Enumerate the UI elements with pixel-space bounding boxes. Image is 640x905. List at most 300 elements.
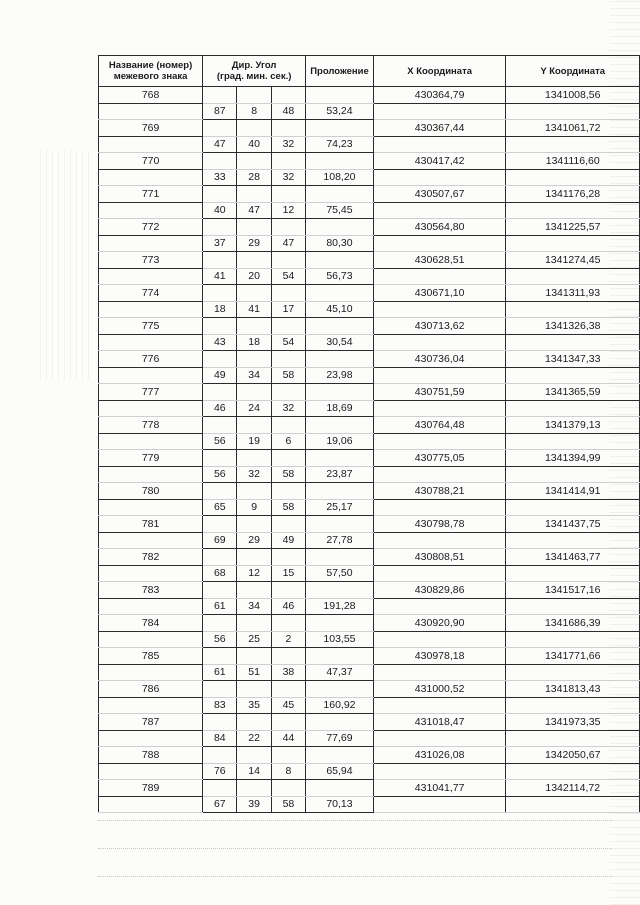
angle-seconds: 8 bbox=[271, 763, 305, 780]
segment-row bbox=[99, 763, 640, 780]
x-coordinate: 430507,67 bbox=[373, 186, 506, 203]
empty-cell bbox=[237, 516, 271, 533]
y-coordinate: 1341686,39 bbox=[506, 615, 640, 632]
empty-cell bbox=[271, 747, 305, 764]
empty-cell bbox=[306, 186, 374, 203]
empty-cell bbox=[237, 417, 271, 434]
empty-cell bbox=[99, 466, 203, 483]
empty-cell bbox=[506, 631, 640, 648]
point-name: 768 bbox=[99, 87, 203, 104]
point-name: 783 bbox=[99, 582, 203, 599]
angle-seconds: 58 bbox=[271, 367, 305, 384]
empty-cell bbox=[271, 714, 305, 731]
point-name: 777 bbox=[99, 384, 203, 401]
empty-cell bbox=[373, 169, 506, 186]
point-name: 781 bbox=[99, 516, 203, 533]
y-coordinate: 1342114,72 bbox=[506, 780, 640, 797]
faded-row bbox=[98, 876, 612, 905]
angle-degrees: 56 bbox=[203, 433, 237, 450]
segment-row bbox=[99, 730, 640, 747]
segment-length: 19,06 bbox=[306, 433, 374, 450]
empty-cell bbox=[373, 730, 506, 747]
empty-cell bbox=[237, 87, 271, 104]
angle-degrees: 83 bbox=[203, 697, 237, 714]
empty-cell bbox=[203, 582, 237, 599]
y-coordinate: 1341437,75 bbox=[506, 516, 640, 533]
empty-cell bbox=[237, 747, 271, 764]
angle-minutes: 18 bbox=[237, 334, 271, 351]
angle-minutes: 8 bbox=[237, 103, 271, 120]
angle-minutes: 24 bbox=[237, 400, 271, 417]
empty-cell bbox=[506, 202, 640, 219]
empty-cell bbox=[373, 433, 506, 450]
angle-seconds: 12 bbox=[271, 202, 305, 219]
header-angle bbox=[203, 56, 306, 87]
x-coordinate: 430671,10 bbox=[373, 285, 506, 302]
empty-cell bbox=[271, 450, 305, 467]
segment-length: 56,73 bbox=[306, 268, 374, 285]
empty-cell bbox=[373, 631, 506, 648]
empty-cell bbox=[237, 714, 271, 731]
angle-minutes: 39 bbox=[237, 796, 271, 813]
point-row bbox=[99, 549, 640, 566]
empty-cell bbox=[506, 697, 640, 714]
empty-cell bbox=[203, 681, 237, 698]
empty-cell bbox=[306, 648, 374, 665]
angle-minutes: 20 bbox=[237, 268, 271, 285]
segment-length: 70,13 bbox=[306, 796, 374, 813]
y-coordinate: 1342050,67 bbox=[506, 747, 640, 764]
empty-cell bbox=[506, 796, 640, 813]
segment-row bbox=[99, 136, 640, 153]
empty-cell bbox=[373, 400, 506, 417]
segment-length: 74,23 bbox=[306, 136, 374, 153]
empty-cell bbox=[271, 87, 305, 104]
y-coordinate: 1341517,16 bbox=[506, 582, 640, 599]
angle-seconds: 45 bbox=[271, 697, 305, 714]
angle-minutes: 40 bbox=[237, 136, 271, 153]
y-coordinate: 1341008,56 bbox=[506, 87, 640, 104]
angle-degrees: 33 bbox=[203, 169, 237, 186]
empty-cell bbox=[237, 153, 271, 170]
empty-cell bbox=[99, 499, 203, 516]
point-row bbox=[99, 351, 640, 368]
angle-degrees: 56 bbox=[203, 466, 237, 483]
empty-cell bbox=[99, 301, 203, 318]
angle-minutes: 47 bbox=[237, 202, 271, 219]
point-row bbox=[99, 186, 640, 203]
empty-cell bbox=[203, 648, 237, 665]
angle-seconds: 15 bbox=[271, 565, 305, 582]
empty-cell bbox=[203, 219, 237, 236]
y-coordinate: 1341394,99 bbox=[506, 450, 640, 467]
y-coordinate: 1341414,91 bbox=[506, 483, 640, 500]
empty-cell bbox=[306, 483, 374, 500]
angle-minutes: 34 bbox=[237, 367, 271, 384]
angle-seconds: 58 bbox=[271, 499, 305, 516]
empty-cell bbox=[506, 565, 640, 582]
empty-cell bbox=[373, 235, 506, 252]
empty-cell bbox=[306, 285, 374, 302]
empty-cell bbox=[271, 780, 305, 797]
empty-cell bbox=[237, 252, 271, 269]
empty-cell bbox=[271, 549, 305, 566]
empty-cell bbox=[271, 417, 305, 434]
empty-cell bbox=[203, 87, 237, 104]
empty-cell bbox=[271, 384, 305, 401]
empty-cell bbox=[506, 334, 640, 351]
point-row bbox=[99, 219, 640, 236]
empty-cell bbox=[99, 697, 203, 714]
angle-minutes: 14 bbox=[237, 763, 271, 780]
empty-cell bbox=[306, 714, 374, 731]
angle-seconds: 58 bbox=[271, 466, 305, 483]
empty-cell bbox=[203, 747, 237, 764]
segment-row bbox=[99, 235, 640, 252]
empty-cell bbox=[203, 450, 237, 467]
segment-row bbox=[99, 433, 640, 450]
segment-row bbox=[99, 532, 640, 549]
empty-cell bbox=[506, 499, 640, 516]
angle-seconds: 58 bbox=[271, 796, 305, 813]
empty-cell bbox=[203, 780, 237, 797]
angle-minutes: 41 bbox=[237, 301, 271, 318]
angle-minutes: 35 bbox=[237, 697, 271, 714]
point-name: 769 bbox=[99, 120, 203, 137]
point-row bbox=[99, 285, 640, 302]
x-coordinate: 430808,51 bbox=[373, 549, 506, 566]
point-name: 773 bbox=[99, 252, 203, 269]
y-coordinate: 1341311,93 bbox=[506, 285, 640, 302]
faded-row bbox=[98, 820, 612, 849]
point-name: 776 bbox=[99, 351, 203, 368]
x-coordinate: 430417,42 bbox=[373, 153, 506, 170]
angle-degrees: 61 bbox=[203, 598, 237, 615]
empty-cell bbox=[373, 565, 506, 582]
header-x: X Координата bbox=[373, 56, 506, 87]
empty-cell bbox=[203, 714, 237, 731]
empty-cell bbox=[99, 400, 203, 417]
empty-cell bbox=[271, 582, 305, 599]
point-name: 779 bbox=[99, 450, 203, 467]
angle-minutes: 51 bbox=[237, 664, 271, 681]
angle-minutes: 19 bbox=[237, 433, 271, 450]
empty-cell bbox=[373, 499, 506, 516]
y-coordinate: 1341463,77 bbox=[506, 549, 640, 566]
point-name: 788 bbox=[99, 747, 203, 764]
point-row bbox=[99, 417, 640, 434]
empty-cell bbox=[99, 730, 203, 747]
angle-degrees: 84 bbox=[203, 730, 237, 747]
angle-degrees: 61 bbox=[203, 664, 237, 681]
empty-cell bbox=[99, 664, 203, 681]
empty-cell bbox=[99, 796, 203, 813]
x-coordinate: 430736,04 bbox=[373, 351, 506, 368]
empty-cell bbox=[237, 483, 271, 500]
angle-minutes: 25 bbox=[237, 631, 271, 648]
angle-minutes: 29 bbox=[237, 532, 271, 549]
faded-scan-continuation bbox=[98, 820, 612, 905]
y-coordinate: 1341379,13 bbox=[506, 417, 640, 434]
empty-cell bbox=[306, 351, 374, 368]
angle-seconds: 54 bbox=[271, 334, 305, 351]
angle-seconds: 32 bbox=[271, 169, 305, 186]
x-coordinate: 430713,62 bbox=[373, 318, 506, 335]
point-name: 771 bbox=[99, 186, 203, 203]
empty-cell bbox=[203, 483, 237, 500]
segment-row bbox=[99, 664, 640, 681]
empty-cell bbox=[373, 697, 506, 714]
empty-cell bbox=[271, 516, 305, 533]
segment-row bbox=[99, 697, 640, 714]
angle-degrees: 47 bbox=[203, 136, 237, 153]
empty-cell bbox=[306, 780, 374, 797]
segment-row bbox=[99, 631, 640, 648]
empty-cell bbox=[306, 120, 374, 137]
empty-cell bbox=[271, 681, 305, 698]
empty-cell bbox=[203, 516, 237, 533]
angle-seconds: 32 bbox=[271, 400, 305, 417]
angle-degrees: 67 bbox=[203, 796, 237, 813]
segment-length: 30,54 bbox=[306, 334, 374, 351]
empty-cell bbox=[506, 763, 640, 780]
segment-length: 45,10 bbox=[306, 301, 374, 318]
angle-seconds: 17 bbox=[271, 301, 305, 318]
angle-minutes: 28 bbox=[237, 169, 271, 186]
empty-cell bbox=[271, 483, 305, 500]
segment-row bbox=[99, 400, 640, 417]
empty-cell bbox=[373, 301, 506, 318]
empty-cell bbox=[99, 103, 203, 120]
angle-degrees: 69 bbox=[203, 532, 237, 549]
empty-cell bbox=[506, 598, 640, 615]
x-coordinate: 430364,79 bbox=[373, 87, 506, 104]
empty-cell bbox=[373, 796, 506, 813]
empty-cell bbox=[506, 400, 640, 417]
segment-length: 160,92 bbox=[306, 697, 374, 714]
y-coordinate: 1341116,60 bbox=[506, 153, 640, 170]
empty-cell bbox=[99, 598, 203, 615]
point-name: 784 bbox=[99, 615, 203, 632]
segment-row bbox=[99, 367, 640, 384]
empty-cell bbox=[203, 285, 237, 302]
empty-cell bbox=[99, 268, 203, 285]
empty-cell bbox=[237, 186, 271, 203]
empty-cell bbox=[237, 219, 271, 236]
empty-cell bbox=[237, 780, 271, 797]
x-coordinate: 430978,18 bbox=[373, 648, 506, 665]
point-name: 775 bbox=[99, 318, 203, 335]
angle-minutes: 29 bbox=[237, 235, 271, 252]
x-coordinate: 430829,86 bbox=[373, 582, 506, 599]
empty-cell bbox=[271, 120, 305, 137]
empty-cell bbox=[506, 730, 640, 747]
empty-cell bbox=[373, 763, 506, 780]
scan-noise bbox=[40, 150, 90, 380]
segment-row bbox=[99, 565, 640, 582]
empty-cell bbox=[99, 169, 203, 186]
empty-cell bbox=[99, 235, 203, 252]
point-name: 774 bbox=[99, 285, 203, 302]
x-coordinate: 430798,78 bbox=[373, 516, 506, 533]
segment-row bbox=[99, 202, 640, 219]
empty-cell bbox=[271, 615, 305, 632]
empty-cell bbox=[506, 103, 640, 120]
angle-seconds: 46 bbox=[271, 598, 305, 615]
empty-cell bbox=[306, 384, 374, 401]
x-coordinate: 430775,05 bbox=[373, 450, 506, 467]
empty-cell bbox=[237, 318, 271, 335]
empty-cell bbox=[506, 367, 640, 384]
header-name: Название (номер) межевого знака bbox=[99, 56, 203, 87]
y-coordinate: 1341225,57 bbox=[506, 219, 640, 236]
segment-row bbox=[99, 796, 640, 813]
header-angle-units: (град. мин. сек.) bbox=[216, 71, 292, 82]
empty-cell bbox=[373, 598, 506, 615]
segment-row bbox=[99, 301, 640, 318]
segment-length: 57,50 bbox=[306, 565, 374, 582]
point-row bbox=[99, 780, 640, 797]
point-name: 786 bbox=[99, 681, 203, 698]
point-name: 785 bbox=[99, 648, 203, 665]
segment-row bbox=[99, 598, 640, 615]
angle-seconds: 49 bbox=[271, 532, 305, 549]
empty-cell bbox=[99, 433, 203, 450]
x-coordinate: 430788,21 bbox=[373, 483, 506, 500]
empty-cell bbox=[237, 285, 271, 302]
empty-cell bbox=[237, 384, 271, 401]
empty-cell bbox=[373, 268, 506, 285]
empty-cell bbox=[306, 252, 374, 269]
empty-cell bbox=[506, 268, 640, 285]
empty-cell bbox=[203, 120, 237, 137]
empty-cell bbox=[237, 648, 271, 665]
point-name: 770 bbox=[99, 153, 203, 170]
empty-cell bbox=[306, 87, 374, 104]
angle-seconds: 2 bbox=[271, 631, 305, 648]
empty-cell bbox=[373, 202, 506, 219]
angle-seconds: 54 bbox=[271, 268, 305, 285]
angle-minutes: 34 bbox=[237, 598, 271, 615]
y-coordinate: 1341365,59 bbox=[506, 384, 640, 401]
angle-degrees: 40 bbox=[203, 202, 237, 219]
angle-seconds: 48 bbox=[271, 103, 305, 120]
empty-cell bbox=[506, 532, 640, 549]
x-coordinate: 431041,77 bbox=[373, 780, 506, 797]
empty-cell bbox=[237, 120, 271, 137]
empty-cell bbox=[237, 582, 271, 599]
empty-cell bbox=[99, 334, 203, 351]
table-header-row bbox=[99, 56, 640, 87]
empty-cell bbox=[99, 763, 203, 780]
empty-cell bbox=[506, 235, 640, 252]
empty-cell bbox=[203, 615, 237, 632]
segment-length: 108,20 bbox=[306, 169, 374, 186]
empty-cell bbox=[506, 433, 640, 450]
empty-cell bbox=[306, 219, 374, 236]
segment-row bbox=[99, 169, 640, 186]
segment-length: 18,69 bbox=[306, 400, 374, 417]
point-name: 780 bbox=[99, 483, 203, 500]
empty-cell bbox=[271, 219, 305, 236]
segment-length: 27,78 bbox=[306, 532, 374, 549]
x-coordinate: 431026,08 bbox=[373, 747, 506, 764]
empty-cell bbox=[306, 318, 374, 335]
empty-cell bbox=[373, 103, 506, 120]
segment-length: 25,17 bbox=[306, 499, 374, 516]
angle-degrees: 76 bbox=[203, 763, 237, 780]
point-row bbox=[99, 747, 640, 764]
empty-cell bbox=[506, 466, 640, 483]
angle-seconds: 47 bbox=[271, 235, 305, 252]
empty-cell bbox=[373, 532, 506, 549]
empty-cell bbox=[99, 367, 203, 384]
empty-cell bbox=[203, 186, 237, 203]
empty-cell bbox=[271, 351, 305, 368]
empty-cell bbox=[506, 301, 640, 318]
empty-cell bbox=[203, 351, 237, 368]
y-coordinate: 1341061,72 bbox=[506, 120, 640, 137]
angle-degrees: 56 bbox=[203, 631, 237, 648]
empty-cell bbox=[203, 252, 237, 269]
segment-row bbox=[99, 268, 640, 285]
empty-cell bbox=[237, 681, 271, 698]
angle-seconds: 38 bbox=[271, 664, 305, 681]
segment-row bbox=[99, 334, 640, 351]
y-coordinate: 1341771,66 bbox=[506, 648, 640, 665]
segment-length: 103,55 bbox=[306, 631, 374, 648]
empty-cell bbox=[306, 516, 374, 533]
empty-cell bbox=[99, 565, 203, 582]
empty-cell bbox=[99, 202, 203, 219]
point-row bbox=[99, 714, 640, 731]
angle-minutes: 12 bbox=[237, 565, 271, 582]
header-y: Y Координата bbox=[506, 56, 640, 87]
x-coordinate: 430751,59 bbox=[373, 384, 506, 401]
point-row bbox=[99, 450, 640, 467]
segment-row bbox=[99, 499, 640, 516]
segment-length: 77,69 bbox=[306, 730, 374, 747]
empty-cell bbox=[373, 334, 506, 351]
angle-minutes: 32 bbox=[237, 466, 271, 483]
x-coordinate: 430628,51 bbox=[373, 252, 506, 269]
angle-degrees: 65 bbox=[203, 499, 237, 516]
y-coordinate: 1341274,45 bbox=[506, 252, 640, 269]
angle-seconds: 44 bbox=[271, 730, 305, 747]
point-row bbox=[99, 120, 640, 137]
empty-cell bbox=[506, 136, 640, 153]
empty-cell bbox=[203, 384, 237, 401]
x-coordinate: 431018,47 bbox=[373, 714, 506, 731]
empty-cell bbox=[506, 169, 640, 186]
empty-cell bbox=[99, 631, 203, 648]
point-row bbox=[99, 615, 640, 632]
y-coordinate: 1341973,35 bbox=[506, 714, 640, 731]
empty-cell bbox=[271, 285, 305, 302]
point-row bbox=[99, 384, 640, 401]
point-name: 772 bbox=[99, 219, 203, 236]
x-coordinate: 430764,48 bbox=[373, 417, 506, 434]
point-row bbox=[99, 318, 640, 335]
segment-length: 23,98 bbox=[306, 367, 374, 384]
point-row bbox=[99, 87, 640, 104]
segment-length: 65,94 bbox=[306, 763, 374, 780]
segment-length: 80,30 bbox=[306, 235, 374, 252]
angle-seconds: 32 bbox=[271, 136, 305, 153]
empty-cell bbox=[203, 549, 237, 566]
angle-minutes: 22 bbox=[237, 730, 271, 747]
segment-row bbox=[99, 103, 640, 120]
